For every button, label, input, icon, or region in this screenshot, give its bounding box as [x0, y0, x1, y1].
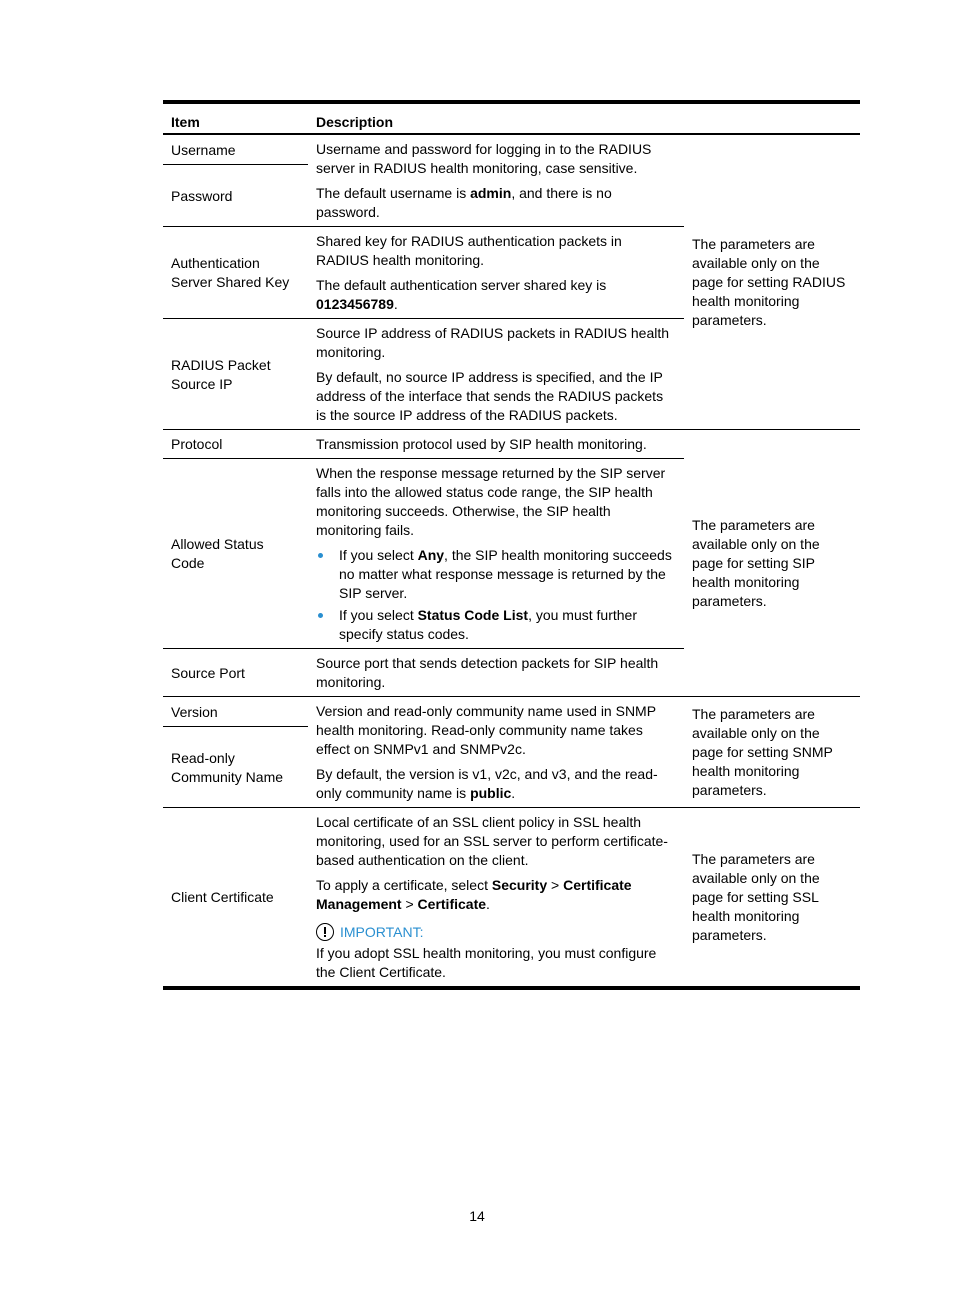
description-text: Version and read-only community name used in SNMP health monitoring. Read-only community name takes effect on SNMPv1 and SNMPv2c. — [316, 703, 656, 757]
description-text: When the response message returned by the SIP server falls into the allowed status code range, the SIP health monitoring succeeds. Otherwise, the SIP health monitoring fails. — [316, 465, 666, 538]
item-auth-shared-key: Authentication Server Shared Key — [171, 255, 290, 290]
description-text: To apply a certificate, select Security > Certificate Management > Certificate. — [316, 877, 632, 912]
description-text: The default username is admin, and there is no password. — [316, 185, 612, 220]
item-source-port: Source Port — [171, 664, 245, 681]
bullet-list — [316, 546, 676, 644]
description-credentials — [308, 134, 684, 227]
description-auth-shared-key — [308, 227, 684, 319]
item-protocol: Protocol — [171, 436, 223, 452]
description-protocol: Transmission protocol used by SIP health monitoring. — [316, 436, 647, 452]
description-client-certificate — [308, 808, 684, 989]
item-version: Version — [171, 703, 218, 720]
page-number: 14 — [469, 1208, 485, 1224]
item-password: Password — [171, 187, 233, 204]
header-item: Item — [171, 114, 200, 130]
description-text: By default, no source IP address is specified, and the IP address of the interface that sends the RADIUS packets is the source IP address of the RADIUS packets. — [316, 369, 664, 423]
parameter-table — [163, 100, 860, 990]
description-radius-source-ip — [308, 319, 684, 430]
description-text: Local certificate of an SSL client policy in SSL health monitoring, used for an SSL server to perform certificate-based authentication on the client. — [316, 814, 668, 868]
description-text: The default authentication server shared key is 0123456789. — [316, 277, 607, 312]
table-row — [163, 808, 860, 989]
description-snmp — [308, 697, 684, 808]
description-text: If you adopt SSL health monitoring, you must configure the Client Certificate. — [316, 945, 657, 980]
note-snmp: The parameters are available only on the page for setting SNMP health monitoring parameters. — [692, 706, 833, 798]
item-radius-source-ip: RADIUS Packet Source IP — [171, 356, 271, 392]
exclamation-circle-icon — [316, 923, 334, 941]
note-sip: The parameters are available only on the page for setting SIP health monitoring parameters. — [692, 517, 820, 609]
item-username: Username — [171, 141, 236, 158]
table-row — [163, 134, 860, 165]
item-readonly-community: Read-only Community Name — [171, 749, 284, 785]
description-text: Source IP address of RADIUS packets in RADIUS health monitoring. — [316, 325, 670, 360]
note-radius: The parameters are available only on the page for setting RADIUS health monitoring parameters. — [692, 236, 846, 328]
list-item: If you select Status Code List, you must further specify status codes. — [316, 606, 676, 644]
table-row — [163, 697, 860, 727]
description-text: Username and password for logging in to the RADIUS server in RADIUS health monitoring, case sensitive. — [316, 141, 652, 176]
note-ssl: The parameters are available only on the page for setting SSL health monitoring parameters. — [692, 851, 820, 943]
description-text: By default, the version is v1, v2c, and v3, and the read-only community name is public. — [316, 766, 658, 801]
important-label: IMPORTANT: — [340, 923, 424, 940]
description-allowed-status-code — [308, 459, 684, 649]
table-row — [163, 430, 860, 459]
description-source-port: Source port that sends detection packets for SIP health monitoring. — [316, 655, 659, 690]
item-client-certificate: Client Certificate — [171, 889, 274, 905]
table-header — [163, 102, 860, 134]
important-callout — [316, 920, 676, 944]
header-description: Description — [316, 114, 394, 130]
list-item: If you select Any, the SIP health monitoring succeeds no matter what response message is returned by the SIP server. — [316, 546, 676, 603]
description-text: Shared key for RADIUS authentication packets in RADIUS health monitoring. — [316, 233, 622, 268]
item-allowed-status-code: Allowed Status Code — [171, 536, 264, 571]
